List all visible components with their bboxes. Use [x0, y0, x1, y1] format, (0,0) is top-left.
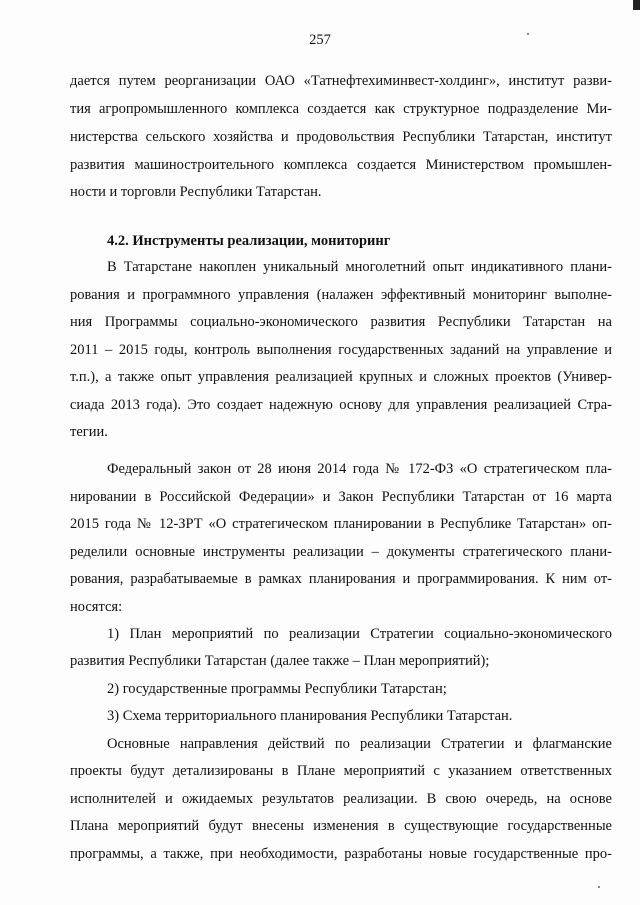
text-line: тия агропромышленного комплекса создается как структурное подразделение Ми- [70, 101, 612, 117]
section-heading: 4.2. Инструменты реализации, мониторинг [107, 233, 391, 249]
scan-speck [527, 33, 529, 35]
text-line: 2011 – 2015 годы, контроль выполнения государственных заданий на управление и [70, 342, 612, 358]
text-line: т.п.), а также опыт управления реализацией крупных и сложных проектов (Универ- [70, 369, 612, 385]
text-line: Основные направления действий по реализации Стратегии и флагманские [107, 736, 612, 752]
scan-corner-mark [633, 0, 640, 10]
text-line: 1) План мероприятий по реализации Стратегии социально-экономического [107, 626, 612, 642]
text-line: развития Республики Татарстан (далее также – План мероприятий); [70, 653, 490, 669]
text-line: рования, разрабатываемые в рамках планирования и программирования. К ним от- [70, 571, 612, 587]
text-line: дается путем реорганизации ОАО «Татнефтехиминвест-холдинг», институт разви- [70, 73, 612, 89]
text-line: исполнителей и ожидаемых результатов реализации. В свою очередь, на основе [70, 791, 612, 807]
text-line: 2) государственные программы Республики Татарстан; [107, 681, 447, 697]
text-line: Плана мероприятий будут внесены изменения в существующие государственные [70, 818, 612, 834]
text-line: развития машиностроительного комплекса создается Министерством промышлен- [70, 157, 612, 173]
text-line: носятся: [70, 599, 123, 615]
text-line: проекты будут детализированы в Плане мероприятий с указанием ответственных [70, 763, 612, 779]
page-number: 257 [309, 32, 331, 48]
text-line: 3) Схема территориального планирования Республики Татарстан. [107, 708, 513, 724]
text-line: нистерства сельского хозяйства и продовольствия Республики Татарстан, институт [70, 129, 612, 145]
text-line: рования и программного управления (налажен эффективный мониторинг выполне- [70, 287, 612, 303]
text-line: тегии. [70, 424, 108, 440]
text-line: программы, а также, при необходимости, разработаны новые государственные про- [70, 846, 612, 862]
text-line: ределили основные инструменты реализации – документы стратегического плани- [70, 544, 612, 560]
text-line: 2015 года № 12-ЗРТ «О стратегическом планировании в Республике Татарстан» оп- [70, 516, 612, 532]
text-line: ния Программы социально-экономического развития Республики Татарстан на [70, 314, 612, 330]
scan-speck [598, 886, 600, 888]
text-line: сиада 2013 года). Это создает надежную основу для управления реализацией Стра- [70, 397, 612, 413]
text-line: Федеральный закон от 28 июня 2014 года № 172-ФЗ «О стратегическом пла- [107, 461, 612, 477]
text-line: В Татарстане накоплен уникальный многолетний опыт индикативного плани- [107, 259, 612, 275]
text-line: нировании в Российской Федерации» и Закон Республики Татарстан от 16 марта [70, 489, 612, 505]
text-line: ности и торговли Республики Татарстан. [70, 184, 322, 200]
